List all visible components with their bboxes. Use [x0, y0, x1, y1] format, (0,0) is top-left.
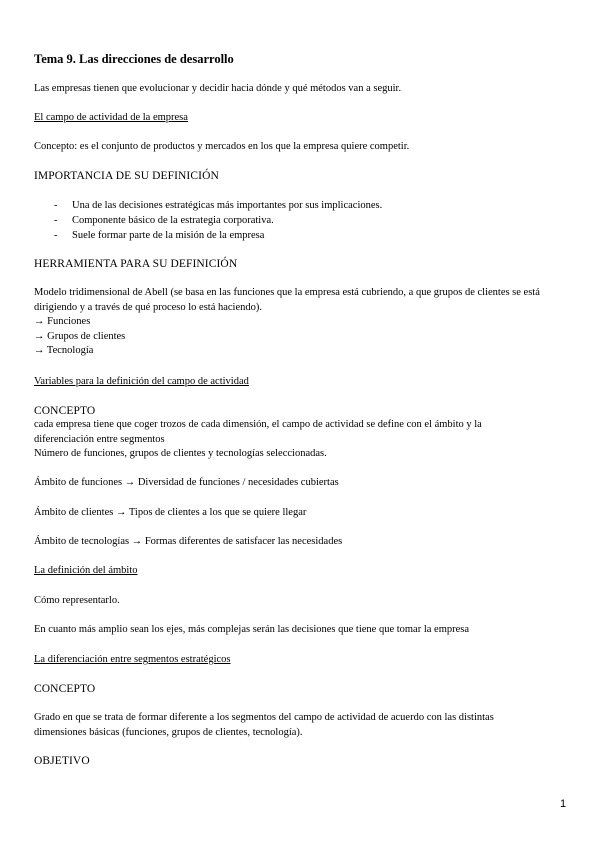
document-title: Tema 9. Las direcciones de desarrollo [34, 52, 234, 66]
definicion-ambito-heading: La definición del ámbito [34, 565, 138, 576]
concepto-heading: CONCEPTO [34, 405, 96, 417]
modelo-paragraph [34, 286, 574, 359]
en-cuanto-paragraph: En cuanto más amplio sean los ejes, más complejas serán las decisiones que tiene que tomar la empresa [34, 624, 470, 635]
importancia-heading: IMPORTANCIA DE SU DEFINICIÓN [34, 170, 219, 182]
bullet-item [54, 198, 554, 213]
como-representar: Cómo representarlo. [34, 595, 120, 606]
modelo-line: Modelo tridimensional de Abell (se basa en las funciones que la empresa está cubriendo, a que grupos de clientes se está [34, 287, 540, 298]
grado-line: dimensiones básicas (funciones, grupos de clientes, tecnología). [34, 726, 303, 738]
bullet-marker: - [54, 230, 58, 241]
page-number: 1 [560, 798, 567, 810]
section-heading-campo-actividad: El campo de actividad de la empresa [34, 112, 188, 123]
ambito-funciones: Ámbito de funciones → Diversidad de funciones / necesidades cubiertas [34, 477, 339, 488]
grado-line: Grado en que se trata de formar diferente a los segmentos del campo de actividad de acuerdo con las distintas [34, 712, 494, 723]
bullet-marker: - [54, 200, 58, 211]
ambito-clientes: Ámbito de clientes → Tipos de clientes a los que se quiere llegar [34, 507, 307, 518]
arrow-item-grupos: → Grupos de clientes [34, 330, 126, 342]
arrow-item-tecnologia: → Tecnología [34, 345, 94, 356]
concepto-definition: Concepto: es el conjunto de productos y mercados en los que la empresa quiere competir. [34, 141, 410, 152]
intro-paragraph: Las empresas tienen que evolucionar y decidir hacia dónde y qué métodos van a seguir. [34, 83, 402, 94]
concepto-line: cada empresa tiene que coger trozos de cada dimensión, el campo de actividad se define con el ámbito y la [34, 419, 482, 430]
bullet-item [54, 228, 554, 243]
modelo-line: dirigiendo y a través de qué proceso lo está haciendo). [34, 301, 263, 313]
bullet-text: Componente básico de la estrategia corporativa. [72, 215, 274, 226]
objetivo-heading: OBJETIVO [34, 755, 90, 767]
grado-paragraph [34, 711, 574, 740]
bullet-text: Suele formar parte de la misión de la empresa [72, 230, 265, 241]
concepto-heading-2: CONCEPTO [34, 683, 96, 695]
bullet-marker: - [54, 215, 58, 226]
ambito-tecnologias: Ámbito de tecnologías → Formas diferentes de satisfacer las necesidades [34, 536, 343, 547]
variables-heading: Variables para la definición del campo de actividad [34, 376, 249, 387]
concepto-line: Número de funciones, grupos de clientes y tecnologías seleccionadas. [34, 448, 327, 459]
concepto-line: diferenciación entre segmentos [34, 433, 165, 445]
herramienta-heading: HERRAMIENTA PARA SU DEFINICIÓN [34, 258, 238, 270]
concepto-paragraph [34, 418, 574, 462]
arrow-item-funciones: → Funciones [34, 316, 91, 327]
bullet-text: Una de las decisiones estratégicas más importantes por sus implicaciones. [72, 200, 383, 211]
diferenciacion-heading: La diferenciación entre segmentos estratégicos [34, 654, 231, 665]
bullet-item [54, 213, 554, 228]
importancia-bullet-list [54, 198, 554, 243]
